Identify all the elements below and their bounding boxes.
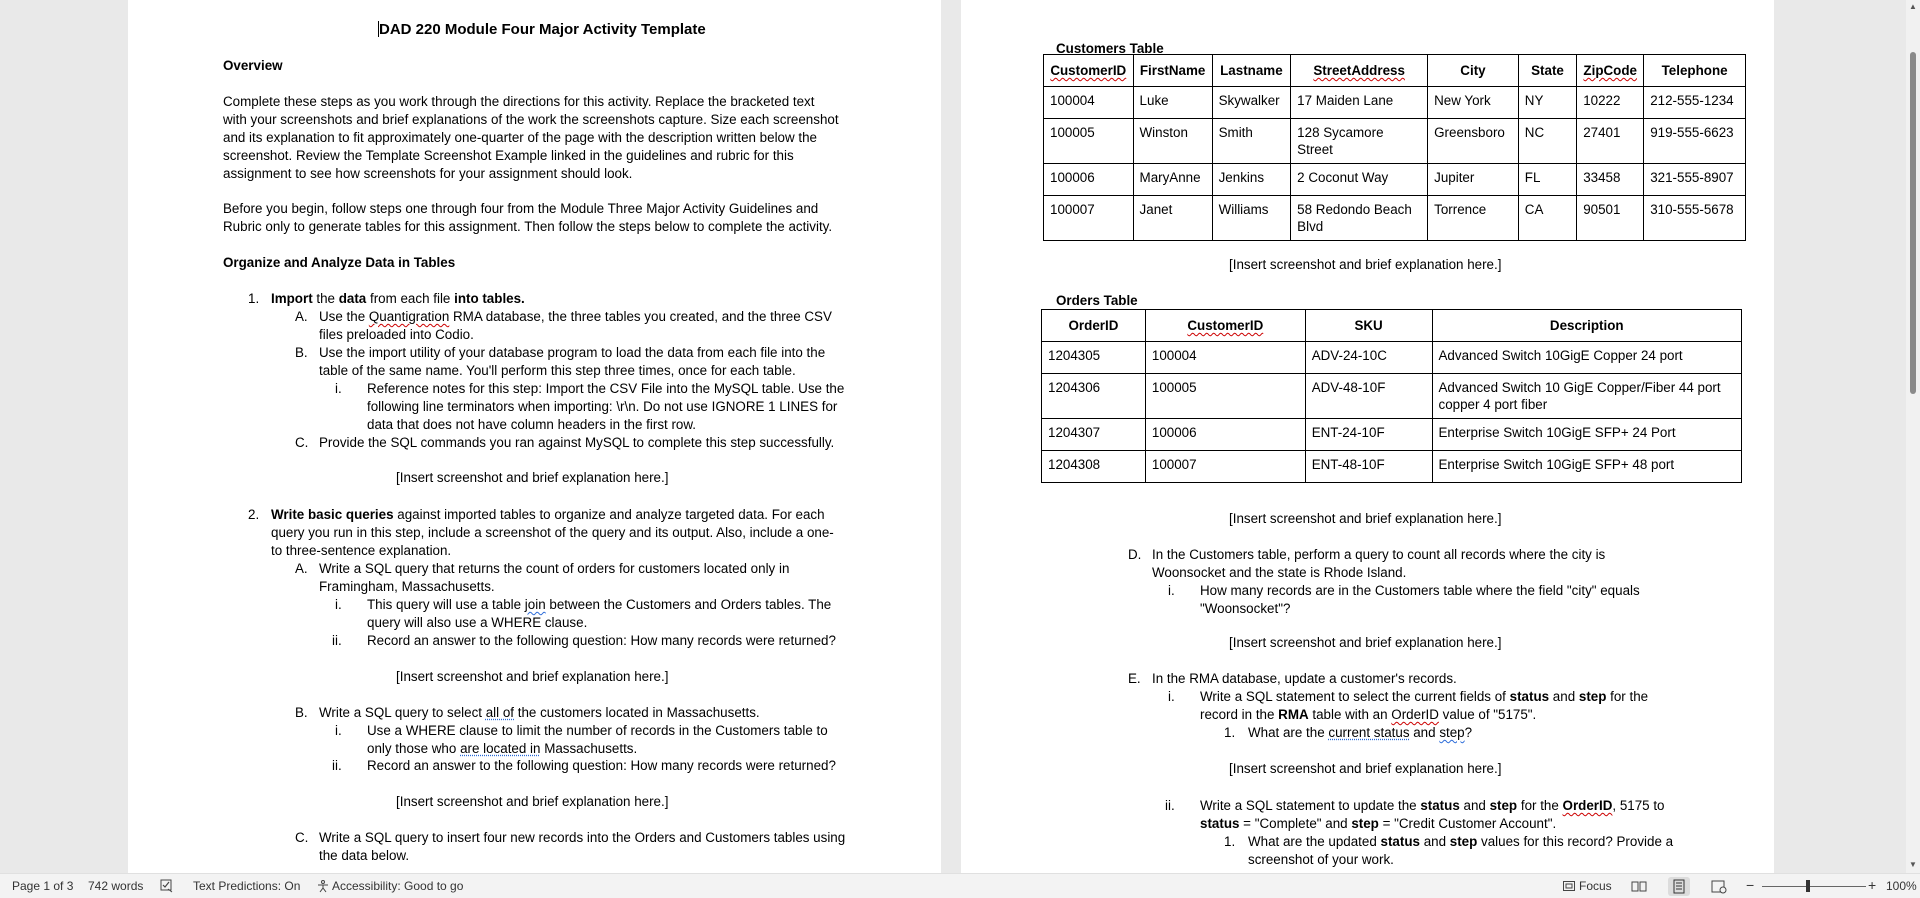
document-page-1[interactable] (128, 0, 941, 873)
table-cell: 919-555-6623 (1644, 119, 1746, 164)
list-item-2a: Write a SQL query that returns the count of orders for customers located only in (319, 561, 790, 576)
table-cell: 27401 (1577, 119, 1644, 164)
overview-heading: Overview (223, 58, 283, 73)
table-cell: Torrence (1428, 196, 1519, 241)
accessibility-icon[interactable] (316, 879, 330, 893)
vertical-scrollbar[interactable] (1906, 0, 1920, 873)
table-row (1044, 164, 1746, 196)
table-cell: Jupiter (1428, 164, 1519, 196)
list-item-1bi-line2: following line terminators when importing: \r\n. Do not use IGNORE 1 LINES for (367, 399, 838, 414)
table-row (1042, 374, 1742, 419)
orders-table (1041, 309, 1742, 483)
column-header: Lastname (1212, 55, 1291, 87)
list-item-2bi-line2: only those who are located in Massachusetts. (367, 741, 638, 756)
zoom-slider-thumb[interactable] (1806, 880, 1810, 892)
table-cell: Smith (1212, 119, 1291, 164)
list-item-1c: Provide the SQL commands you ran against MySQL to complete this step successfully. (319, 435, 835, 450)
list-item-2b: Write a SQL query to select all of the customers located in Massachusetts. (319, 705, 760, 720)
customers-table-caption: Customers Table (1056, 41, 1164, 56)
table-cell: ENT-24-10F (1305, 419, 1432, 451)
list-item-1a: Use the Quantigration RMA database, the three tables you created, and the three CSV (319, 309, 832, 324)
list-number: 1. (1224, 725, 1236, 740)
list-roman: i. (335, 723, 342, 738)
overview-paragraph-2: Before you begin, follow steps one through four from the Module Three Major Activity Guidelines and Rubric only to generate tables for this assignment. Then follow the steps below to complete the activity. (223, 201, 833, 234)
table-cell: 100006 (1044, 164, 1134, 196)
document-title: DAD 220 Module Four Major Activity Template (379, 21, 706, 38)
list-number: 2. (248, 507, 260, 522)
print-layout-button[interactable] (1668, 877, 1690, 896)
list-item-ei-1: What are the current status and step? (1248, 725, 1473, 740)
column-header: City (1428, 55, 1519, 87)
scrollbar-thumb[interactable] (1910, 52, 1916, 394)
table-cell: 100005 (1145, 374, 1305, 419)
table-cell: 128 Sycamore Street (1291, 119, 1428, 164)
table-row (1042, 419, 1742, 451)
focus-icon[interactable] (1562, 879, 1576, 893)
insert-placeholder: [Insert screenshot and brief explanation here.] (396, 669, 669, 684)
list-item-eii-1-line2: screenshot of your work. (1248, 852, 1394, 867)
list-item-eii-line2: status = "Complete" and step = "Credit Customer Account". (1200, 816, 1557, 831)
table-cell: 1204307 (1042, 419, 1146, 451)
table-header-row (1042, 310, 1742, 342)
zoom-level[interactable]: 100% (1886, 879, 1917, 893)
table-cell: 100007 (1044, 196, 1134, 241)
focus-button[interactable]: Focus (1579, 879, 1612, 893)
list-number: 1. (1224, 834, 1236, 849)
word-count[interactable]: 742 words (88, 879, 144, 893)
column-header: ZipCode (1577, 55, 1644, 87)
table-cell: Luke (1133, 87, 1212, 119)
table-cell: 100004 (1145, 342, 1305, 374)
list-letter: B. (295, 345, 308, 360)
list-item-2: Write basic queries against imported tables to organize and analyze targeted data. For each (271, 507, 825, 522)
table-cell: Enterprise Switch 10GigE SFP+ 48 port (1432, 451, 1742, 483)
print-layout-icon (1668, 877, 1690, 896)
table-row (1044, 87, 1746, 119)
list-item-ei: Write a SQL statement to select the current fields of status and step for the (1200, 689, 1649, 704)
table-cell: 58 Redondo Beach Blvd (1291, 196, 1428, 241)
list-item-1a-line2: files preloaded into Codio. (319, 327, 474, 342)
list-item-2bi: Use a WHERE clause to limit the number of records in the Customers table to (367, 723, 828, 738)
insert-placeholder: [Insert screenshot and brief explanation here.] (1229, 761, 1502, 776)
table-row (1044, 196, 1746, 241)
table-cell: 100007 (1145, 451, 1305, 483)
table-cell: 100004 (1044, 87, 1134, 119)
column-header: FirstName (1133, 55, 1212, 87)
table-cell: 33458 (1577, 164, 1644, 196)
customers-table (1043, 54, 1746, 241)
list-item-eii-1: What are the updated status and step values for this record? Provide a (1248, 834, 1674, 849)
list-item-d-line2: Woonsocket and the state is Rhode Island. (1152, 565, 1407, 580)
list-number: 1. (248, 291, 260, 306)
column-header: OrderID (1042, 310, 1146, 342)
table-cell: 321-555-8907 (1644, 164, 1746, 196)
table-cell: 2 Coconut Way (1291, 164, 1428, 196)
insert-placeholder: [Insert screenshot and brief explanation here.] (1229, 635, 1502, 650)
table-cell: New York (1428, 87, 1519, 119)
list-item-1bi-line3: data that does not have column headers in the first row. (367, 417, 697, 432)
list-item-1b: Use the import utility of your database program to load the data from each file into the (319, 345, 826, 360)
insert-placeholder: [Insert screenshot and brief explanation here.] (396, 794, 669, 809)
read-mode-icon (1628, 877, 1650, 896)
list-item-2ai: This query will use a table join between the Customers and Orders tables. The (367, 597, 832, 612)
list-item-2-line3: to three-sentence explanation. (271, 543, 452, 558)
list-item-2-line2: query you run in this step, include a screenshot of the query and its output. Also, include a one- (271, 525, 834, 540)
accessibility-status[interactable]: Accessibility: Good to go (332, 879, 464, 893)
insert-placeholder: [Insert screenshot and brief explanation here.] (396, 470, 669, 485)
column-header: CustomerID (1145, 310, 1305, 342)
column-header: StreetAddress (1291, 55, 1428, 87)
page-count[interactable]: Page 1 of 3 (12, 879, 74, 893)
read-mode-button[interactable] (1628, 877, 1650, 896)
table-cell: CA (1518, 196, 1576, 241)
list-letter: C. (295, 435, 309, 450)
scroll-down-icon[interactable]: ▼ (1909, 860, 1917, 869)
table-cell: Winston (1133, 119, 1212, 164)
table-cell: 212-555-1234 (1644, 87, 1746, 119)
table-cell: 1204308 (1042, 451, 1146, 483)
orders-table-caption: Orders Table (1056, 293, 1138, 308)
list-roman: i. (1168, 583, 1175, 598)
list-item-2c-line2: the data below. (319, 848, 410, 863)
list-item-di: How many records are in the Customers table where the field "city" equals (1200, 583, 1640, 598)
list-roman: ii. (332, 633, 342, 648)
document-page-2[interactable] (961, 0, 1774, 873)
list-roman: ii. (332, 758, 342, 773)
list-item-1: Import the data from each file into tables. (271, 291, 525, 306)
section-heading: Organize and Analyze Data in Tables (223, 255, 456, 270)
list-item-d: In the Customers table, perform a query to count all records where the city is (1152, 547, 1606, 562)
zoom-out-button[interactable]: − (1746, 877, 1755, 893)
table-cell: NY (1518, 87, 1576, 119)
table-cell: 10222 (1577, 87, 1644, 119)
list-item-1bi: Reference notes for this step: Import the CSV File into the MySQL table. Use the (367, 381, 845, 396)
table-header-row (1044, 55, 1746, 87)
status-bar (0, 873, 1920, 898)
table-cell: Advanced Switch 10GigE Copper 24 port (1432, 342, 1742, 374)
scroll-up-icon[interactable]: ▲ (1909, 2, 1917, 11)
list-item-1b-line2: table of the same name. You'll perform this step three times, once for each table. (319, 363, 796, 378)
list-item-2ai-line2: query will also use a WHERE clause. (367, 615, 588, 630)
list-roman: ii. (1165, 798, 1175, 813)
table-cell: Jenkins (1212, 164, 1291, 196)
text-predictions-status[interactable]: Text Predictions: On (193, 879, 301, 893)
table-cell: 100006 (1145, 419, 1305, 451)
list-item-2a-line2: Framingham, Massachusetts. (319, 579, 495, 594)
list-letter: B. (295, 705, 308, 720)
list-item-2aii: Record an answer to the following question: How many records were returned? (367, 633, 836, 648)
list-roman: i. (335, 597, 342, 612)
table-cell: Williams (1212, 196, 1291, 241)
table-cell: Advanced Switch 10 GigE Copper/Fiber 44 port copper 4 port fiber (1432, 374, 1742, 419)
table-cell: Greensboro (1428, 119, 1519, 164)
list-roman: i. (1168, 689, 1175, 704)
table-cell: 17 Maiden Lane (1291, 87, 1428, 119)
table-cell: Skywalker (1212, 87, 1291, 119)
list-item-ei-line2: record in the RMA table with an OrderID value of "5175". (1200, 707, 1537, 722)
column-header: Telephone (1644, 55, 1746, 87)
table-cell: ADV-48-10F (1305, 374, 1432, 419)
table-cell: NC (1518, 119, 1576, 164)
table-cell: FL (1518, 164, 1576, 196)
proofing-icon[interactable] (160, 879, 174, 893)
table-cell: ADV-24-10C (1305, 342, 1432, 374)
table-cell: Janet (1133, 196, 1212, 241)
table-row (1042, 451, 1742, 483)
web-layout-icon (1708, 877, 1730, 896)
overview-paragraph-1: Complete these steps as you work through the directions for this activity. Replace the bracketed text with your screenshots and brief explanations of the work the screenshots capture. Size each screenshot and its explanation to fit approximately one-quarter of the page with the description written below the screenshot. Review the Template Screenshot Example linked in the guidelines and rubric for this assignment to see how screenshots for your assignment should look. (223, 94, 839, 181)
table-cell: 100005 (1044, 119, 1134, 164)
web-layout-button[interactable] (1708, 877, 1730, 896)
table-row (1044, 119, 1746, 164)
insert-placeholder: [Insert screenshot and brief explanation here.] (1229, 257, 1502, 272)
list-letter: C. (295, 830, 309, 845)
list-item-2c: Write a SQL query to insert four new records into the Orders and Customers tables using (319, 830, 846, 845)
column-header: State (1518, 55, 1576, 87)
column-header: CustomerID (1044, 55, 1134, 87)
zoom-slider[interactable] (1762, 886, 1866, 887)
list-item-2bii: Record an answer to the following question: How many records were returned? (367, 758, 836, 773)
table-cell: 1204306 (1042, 374, 1146, 419)
table-cell: MaryAnne (1133, 164, 1212, 196)
list-letter: A. (295, 309, 308, 324)
column-header: SKU (1305, 310, 1432, 342)
table-cell: 310-555-5678 (1644, 196, 1746, 241)
list-item-di-line2: "Woonsocket"? (1200, 601, 1291, 616)
list-letter: E. (1128, 671, 1141, 686)
list-item-e: In the RMA database, update a customer's records. (1152, 671, 1457, 686)
table-cell: Enterprise Switch 10GigE SFP+ 24 Port (1432, 419, 1742, 451)
column-header: Description (1432, 310, 1742, 342)
zoom-in-button[interactable]: + (1868, 877, 1877, 893)
list-roman: i. (335, 381, 342, 396)
table-cell: 90501 (1577, 196, 1644, 241)
table-row (1042, 342, 1742, 374)
table-cell: 1204305 (1042, 342, 1146, 374)
table-cell: ENT-48-10F (1305, 451, 1432, 483)
list-letter: D. (1128, 547, 1142, 562)
list-item-eii: Write a SQL statement to update the status and step for the OrderID, 5175 to (1200, 798, 1665, 813)
list-letter: A. (295, 561, 308, 576)
insert-placeholder: [Insert screenshot and brief explanation here.] (1229, 511, 1502, 526)
